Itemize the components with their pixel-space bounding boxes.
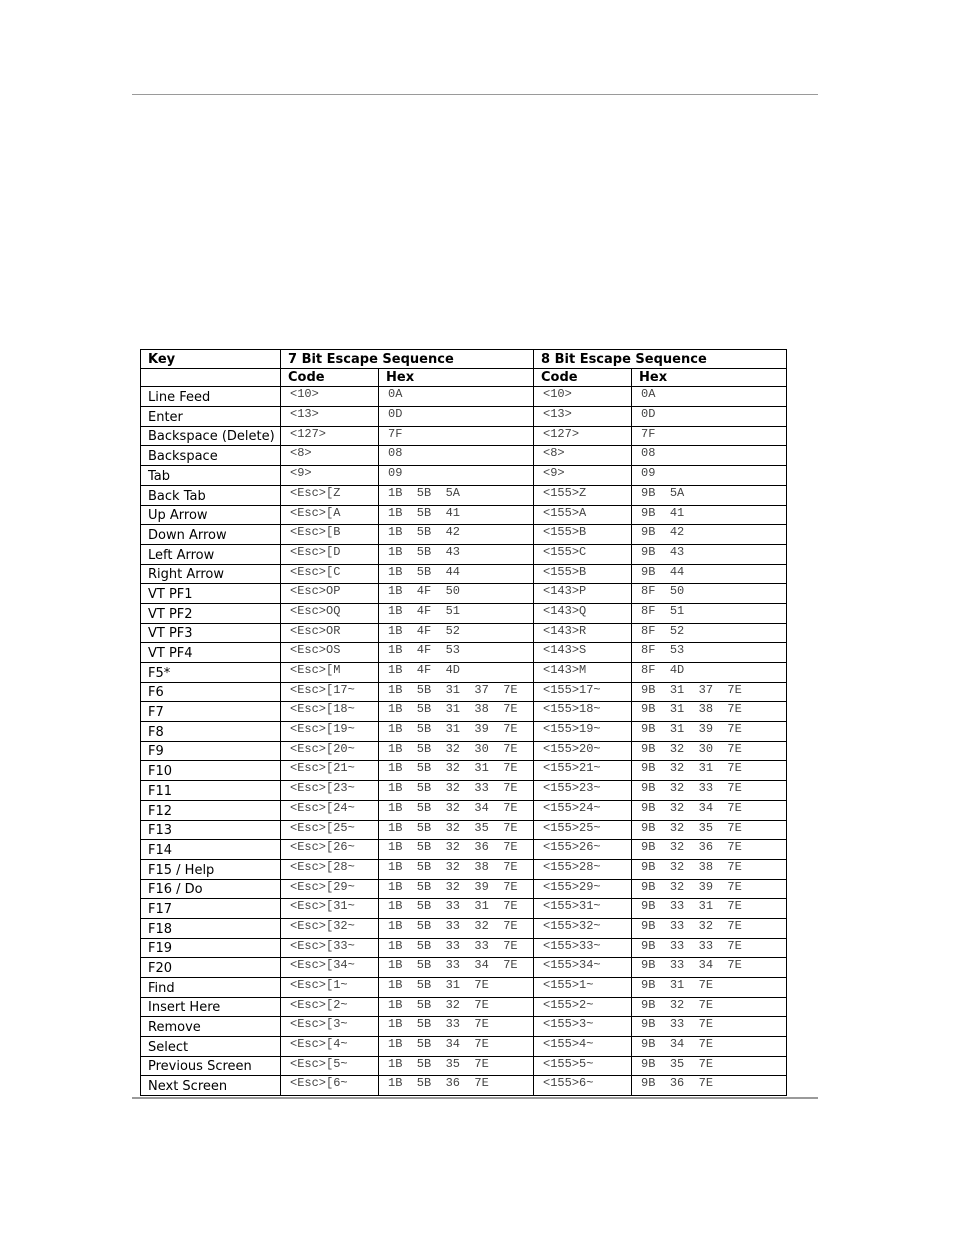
seq8-code-cell: <155>33~	[534, 938, 632, 958]
key-cell: Right Arrow	[141, 564, 281, 584]
table-row	[141, 466, 787, 486]
seq7-code-cell: <Esc>[B	[281, 525, 379, 545]
key-cell: F6	[141, 682, 281, 702]
seq7-code-cell: <127>	[281, 426, 379, 446]
seq8-hex-cell: 9B 33 31 7E	[632, 899, 787, 919]
seq7-code-cell: <Esc>[19~	[281, 722, 379, 742]
key-cell: Remove	[141, 1017, 281, 1037]
table-row	[141, 899, 787, 919]
seq7-code-cell: <Esc>[29~	[281, 879, 379, 899]
seq8-code-cell: <155>3~	[534, 1017, 632, 1037]
table-row	[141, 426, 787, 446]
seq7-hex-cell: 1B 5B 36 7E	[379, 1076, 534, 1096]
seq8-code-header: Code	[534, 368, 632, 387]
table-row	[141, 584, 787, 604]
key-cell: F17	[141, 899, 281, 919]
seq8-hex-cell: 9B 44	[632, 564, 787, 584]
escape-sequence-table	[140, 349, 787, 1096]
seq7-code-cell: <Esc>OR	[281, 623, 379, 643]
seq8-hex-cell: 9B 42	[632, 525, 787, 545]
seq8-code-cell: <143>Q	[534, 603, 632, 623]
seq7-code-cell: <Esc>[32~	[281, 918, 379, 938]
seq8-code-cell: <155>29~	[534, 879, 632, 899]
table-row	[141, 623, 787, 643]
seq7-hex-cell: 1B 5B 42	[379, 525, 534, 545]
seq8-code-cell: <127>	[534, 426, 632, 446]
seq7-code-cell: <Esc>[20~	[281, 741, 379, 761]
key-cell: Up Arrow	[141, 505, 281, 525]
table-row	[141, 407, 787, 427]
table-row	[141, 741, 787, 761]
seq7-hex-cell: 1B 5B 32 30 7E	[379, 741, 534, 761]
key-cell: F5*	[141, 663, 281, 683]
seq8-hex-cell: 9B 43	[632, 544, 787, 564]
seq8-hex-cell: 8F 53	[632, 643, 787, 663]
header-row-1	[141, 350, 787, 369]
seq8-hex-cell: 9B 34 7E	[632, 1037, 787, 1057]
seq7-hex-cell: 09	[379, 466, 534, 486]
seq7-code-cell: <Esc>OS	[281, 643, 379, 663]
table-row	[141, 663, 787, 683]
seq8-code-cell: <155>26~	[534, 840, 632, 860]
table-row	[141, 544, 787, 564]
seq8-code-cell: <155>A	[534, 505, 632, 525]
seq7-code-cell: <Esc>OP	[281, 584, 379, 604]
seq7-code-cell: <Esc>[24~	[281, 800, 379, 820]
seq8-hex-cell: 0D	[632, 407, 787, 427]
table-row	[141, 1017, 787, 1037]
seq7-code-cell: <Esc>[34~	[281, 958, 379, 978]
seq7-hex-cell: 1B 5B 32 36 7E	[379, 840, 534, 860]
seq7-hex-cell: 1B 4F 53	[379, 643, 534, 663]
seq8-hex-cell: 9B 32 38 7E	[632, 859, 787, 879]
seq7-code-cell: <Esc>[5~	[281, 1056, 379, 1076]
table-row	[141, 702, 787, 722]
seq8-code-cell: <155>4~	[534, 1037, 632, 1057]
key-column-header: Key	[141, 350, 281, 369]
table-row	[141, 958, 787, 978]
seq7-hex-cell: 1B 5B 44	[379, 564, 534, 584]
seq8-code-cell: <155>1~	[534, 978, 632, 998]
seq7-hex-cell: 1B 5B 31 7E	[379, 978, 534, 998]
seq7-hex-cell: 7F	[379, 426, 534, 446]
key-cell: VT PF1	[141, 584, 281, 604]
seq7-code-header: Code	[281, 368, 379, 387]
key-subheader-empty	[141, 368, 281, 387]
seq8-hex-cell: 9B 33 7E	[632, 1017, 787, 1037]
seq8-code-cell: <155>24~	[534, 800, 632, 820]
seq8-hex-cell: 9B 31 37 7E	[632, 682, 787, 702]
seq7-code-cell: <Esc>[3~	[281, 1017, 379, 1037]
seq8-column-header: 8 Bit Escape Sequence	[534, 350, 787, 369]
key-cell: F7	[141, 702, 281, 722]
table-row	[141, 722, 787, 742]
seq8-code-cell: <155>17~	[534, 682, 632, 702]
table-row	[141, 505, 787, 525]
seq7-hex-header: Hex	[379, 368, 534, 387]
table-row	[141, 997, 787, 1017]
key-cell: F9	[141, 741, 281, 761]
header-rule	[132, 94, 818, 95]
seq7-column-header: 7 Bit Escape Sequence	[281, 350, 534, 369]
table-row	[141, 978, 787, 998]
table-row	[141, 682, 787, 702]
seq8-hex-cell: 9B 5A	[632, 485, 787, 505]
seq8-hex-cell: 08	[632, 446, 787, 466]
table-row	[141, 603, 787, 623]
seq8-code-cell: <155>31~	[534, 899, 632, 919]
seq8-code-cell: <143>R	[534, 623, 632, 643]
seq7-code-cell: <13>	[281, 407, 379, 427]
seq8-hex-cell: 09	[632, 466, 787, 486]
seq7-hex-cell: 1B 4F 50	[379, 584, 534, 604]
seq8-code-cell: <155>25~	[534, 820, 632, 840]
table-row	[141, 564, 787, 584]
seq7-code-cell: <Esc>[A	[281, 505, 379, 525]
key-cell: F11	[141, 781, 281, 801]
seq7-hex-cell: 1B 4F 52	[379, 623, 534, 643]
seq7-hex-cell: 1B 4F 51	[379, 603, 534, 623]
key-cell: Enter	[141, 407, 281, 427]
seq7-hex-cell: 1B 5B 33 31 7E	[379, 899, 534, 919]
table-row	[141, 485, 787, 505]
seq7-code-cell: <Esc>[1~	[281, 978, 379, 998]
seq7-code-cell: <Esc>[18~	[281, 702, 379, 722]
seq7-hex-cell: 1B 5B 32 35 7E	[379, 820, 534, 840]
seq8-hex-cell: 8F 50	[632, 584, 787, 604]
seq7-hex-cell: 1B 5B 31 38 7E	[379, 702, 534, 722]
key-cell: F14	[141, 840, 281, 860]
seq8-code-cell: <155>C	[534, 544, 632, 564]
seq7-hex-cell: 08	[379, 446, 534, 466]
seq7-hex-cell: 1B 5B 31 37 7E	[379, 682, 534, 702]
seq8-hex-cell: 9B 33 32 7E	[632, 918, 787, 938]
seq7-code-cell: <Esc>[31~	[281, 899, 379, 919]
seq8-hex-cell: 9B 32 30 7E	[632, 741, 787, 761]
seq7-code-cell: <8>	[281, 446, 379, 466]
seq7-hex-cell: 1B 5B 32 34 7E	[379, 800, 534, 820]
seq8-hex-cell: 7F	[632, 426, 787, 446]
seq8-hex-cell: 8F 51	[632, 603, 787, 623]
table-row	[141, 938, 787, 958]
seq8-hex-cell: 9B 33 34 7E	[632, 958, 787, 978]
seq7-code-cell: <9>	[281, 466, 379, 486]
seq8-code-cell: <155>19~	[534, 722, 632, 742]
table-row	[141, 1056, 787, 1076]
key-cell: Find	[141, 978, 281, 998]
seq7-hex-cell: 1B 5B 32 31 7E	[379, 761, 534, 781]
seq8-hex-cell: 9B 32 36 7E	[632, 840, 787, 860]
seq8-hex-cell: 9B 36 7E	[632, 1076, 787, 1096]
table-row	[141, 800, 787, 820]
key-cell: Insert Here	[141, 997, 281, 1017]
key-cell: Left Arrow	[141, 544, 281, 564]
key-cell: F8	[141, 722, 281, 742]
seq8-hex-cell: 9B 32 31 7E	[632, 761, 787, 781]
seq7-hex-cell: 1B 5B 32 33 7E	[379, 781, 534, 801]
seq8-code-cell: <13>	[534, 407, 632, 427]
key-cell: F12	[141, 800, 281, 820]
seq7-code-cell: <Esc>[2~	[281, 997, 379, 1017]
table-row	[141, 1037, 787, 1057]
seq7-hex-cell: 1B 5B 32 7E	[379, 997, 534, 1017]
table-row	[141, 1076, 787, 1096]
seq8-hex-cell: 9B 32 33 7E	[632, 781, 787, 801]
seq8-hex-cell: 9B 35 7E	[632, 1056, 787, 1076]
seq7-code-cell: <10>	[281, 387, 379, 407]
seq8-code-cell: <155>20~	[534, 741, 632, 761]
seq7-hex-cell: 1B 5B 33 32 7E	[379, 918, 534, 938]
seq8-hex-header: Hex	[632, 368, 787, 387]
key-cell: F18	[141, 918, 281, 938]
seq7-hex-cell: 1B 5B 34 7E	[379, 1037, 534, 1057]
seq7-hex-cell: 1B 5B 5A	[379, 485, 534, 505]
seq7-code-cell: <Esc>[21~	[281, 761, 379, 781]
seq8-code-cell: <143>S	[534, 643, 632, 663]
seq8-code-cell: <155>34~	[534, 958, 632, 978]
seq8-hex-cell: 8F 4D	[632, 663, 787, 683]
table-row	[141, 446, 787, 466]
seq7-hex-cell: 1B 4F 4D	[379, 663, 534, 683]
seq7-code-cell: <Esc>[23~	[281, 781, 379, 801]
table-row	[141, 918, 787, 938]
seq7-hex-cell: 1B 5B 33 7E	[379, 1017, 534, 1037]
seq7-code-cell: <Esc>[25~	[281, 820, 379, 840]
seq7-hex-cell: 1B 5B 32 38 7E	[379, 859, 534, 879]
key-cell: Tab	[141, 466, 281, 486]
key-cell: VT PF4	[141, 643, 281, 663]
seq8-code-cell: <155>28~	[534, 859, 632, 879]
key-cell: Backspace (Delete)	[141, 426, 281, 446]
key-cell: Select	[141, 1037, 281, 1057]
seq8-code-cell: <10>	[534, 387, 632, 407]
seq7-hex-cell: 1B 5B 41	[379, 505, 534, 525]
seq8-code-cell: <155>18~	[534, 702, 632, 722]
seq7-hex-cell: 1B 5B 32 39 7E	[379, 879, 534, 899]
seq7-code-cell: <Esc>[M	[281, 663, 379, 683]
table-body	[141, 387, 787, 1096]
key-cell: F15 / Help	[141, 859, 281, 879]
seq7-code-cell: <Esc>[17~	[281, 682, 379, 702]
key-cell: Line Feed	[141, 387, 281, 407]
header-row-2	[141, 368, 787, 387]
seq8-hex-cell: 9B 31 38 7E	[632, 702, 787, 722]
seq7-code-cell: <Esc>[26~	[281, 840, 379, 860]
seq8-code-cell: <155>2~	[534, 997, 632, 1017]
footer-rule	[132, 1097, 818, 1099]
table-row	[141, 859, 787, 879]
key-cell: Next Screen	[141, 1076, 281, 1096]
table-row	[141, 820, 787, 840]
seq7-code-cell: <Esc>OQ	[281, 603, 379, 623]
seq7-hex-cell: 1B 5B 31 39 7E	[379, 722, 534, 742]
seq8-code-cell: <155>B	[534, 525, 632, 545]
seq7-hex-cell: 1B 5B 35 7E	[379, 1056, 534, 1076]
table-row	[141, 840, 787, 860]
seq7-hex-cell: 1B 5B 43	[379, 544, 534, 564]
seq7-code-cell: <Esc>[C	[281, 564, 379, 584]
seq8-code-cell: <155>21~	[534, 761, 632, 781]
seq7-code-cell: <Esc>[4~	[281, 1037, 379, 1057]
seq8-hex-cell: 9B 31 39 7E	[632, 722, 787, 742]
table-row	[141, 643, 787, 663]
seq8-hex-cell: 9B 32 34 7E	[632, 800, 787, 820]
seq8-code-cell: <155>32~	[534, 918, 632, 938]
key-cell: VT PF3	[141, 623, 281, 643]
seq8-code-cell: <143>M	[534, 663, 632, 683]
key-cell: Down Arrow	[141, 525, 281, 545]
seq8-hex-cell: 9B 31 7E	[632, 978, 787, 998]
seq8-code-cell: <8>	[534, 446, 632, 466]
seq7-code-cell: <Esc>[6~	[281, 1076, 379, 1096]
seq8-hex-cell: 9B 33 33 7E	[632, 938, 787, 958]
seq8-hex-cell: 9B 32 39 7E	[632, 879, 787, 899]
key-cell: Previous Screen	[141, 1056, 281, 1076]
seq8-code-cell: <155>Z	[534, 485, 632, 505]
table-row	[141, 781, 787, 801]
seq7-code-cell: <Esc>[28~	[281, 859, 379, 879]
table-row	[141, 387, 787, 407]
seq8-hex-cell: 9B 41	[632, 505, 787, 525]
key-cell: F13	[141, 820, 281, 840]
seq8-code-cell: <9>	[534, 466, 632, 486]
key-cell: Backspace	[141, 446, 281, 466]
seq7-hex-cell: 0A	[379, 387, 534, 407]
seq8-code-cell: <143>P	[534, 584, 632, 604]
seq8-code-cell: <155>23~	[534, 781, 632, 801]
seq7-hex-cell: 0D	[379, 407, 534, 427]
seq8-hex-cell: 8F 52	[632, 623, 787, 643]
seq7-hex-cell: 1B 5B 33 34 7E	[379, 958, 534, 978]
seq7-code-cell: <Esc>[D	[281, 544, 379, 564]
table-row	[141, 879, 787, 899]
seq8-hex-cell: 9B 32 35 7E	[632, 820, 787, 840]
seq8-hex-cell: 0A	[632, 387, 787, 407]
seq7-hex-cell: 1B 5B 33 33 7E	[379, 938, 534, 958]
seq8-code-cell: <155>B	[534, 564, 632, 584]
key-cell: F19	[141, 938, 281, 958]
seq7-code-cell: <Esc>[Z	[281, 485, 379, 505]
seq8-code-cell: <155>6~	[534, 1076, 632, 1096]
key-cell: F20	[141, 958, 281, 978]
key-cell: VT PF2	[141, 603, 281, 623]
key-cell: Back Tab	[141, 485, 281, 505]
seq8-hex-cell: 9B 32 7E	[632, 997, 787, 1017]
table-row	[141, 525, 787, 545]
table-row	[141, 761, 787, 781]
key-cell: F10	[141, 761, 281, 781]
seq8-code-cell: <155>5~	[534, 1056, 632, 1076]
seq7-code-cell: <Esc>[33~	[281, 938, 379, 958]
key-cell: F16 / Do	[141, 879, 281, 899]
